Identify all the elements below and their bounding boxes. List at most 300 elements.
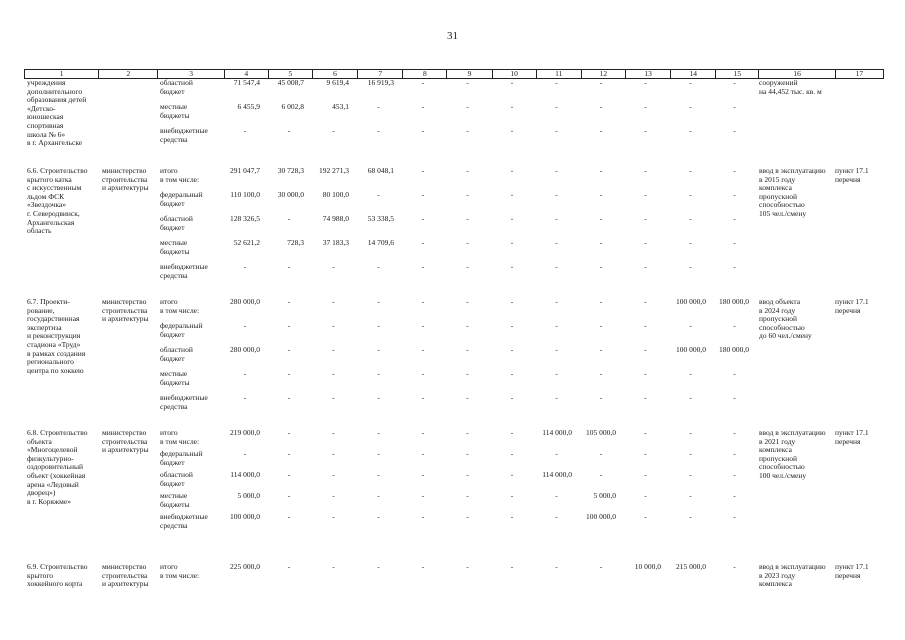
value-cell: - (510, 428, 514, 437)
item-name-line: льдом ФСК (27, 191, 65, 201)
reference-line: пункт 17.1 (835, 297, 869, 306)
column-number-10: 10 (492, 70, 536, 79)
value-cell: - (599, 393, 603, 402)
value-cell: 53 338,5 (367, 214, 394, 223)
value-cell: - (555, 321, 558, 330)
column-number-1: 1 (25, 70, 99, 79)
column-number-7: 7 (358, 70, 403, 79)
column-number-4: 4 (224, 70, 268, 79)
item-name-line: область (27, 226, 52, 236)
item-name-line: дворец») (27, 488, 56, 498)
value-cell: 215 000,0 (676, 562, 706, 571)
value-cell: - (377, 393, 380, 402)
value-cell: 14 709,6 (367, 238, 394, 247)
result-note-line: в 2021 году (759, 436, 796, 446)
value-cell: - (510, 238, 514, 247)
column-number-16: 16 (759, 70, 835, 79)
value-cell: - (644, 369, 647, 378)
column-number-9: 9 (447, 70, 492, 79)
value-cell: - (421, 238, 425, 247)
value-cell: - (332, 470, 335, 479)
result-note-line: комплекса (759, 183, 792, 193)
value-cell: - (555, 262, 558, 271)
executor-line: министерство (102, 562, 147, 571)
value-cell: - (689, 369, 692, 378)
column-number-11: 11 (536, 70, 581, 79)
value-cell: 114 000,0 (230, 470, 260, 479)
executor-line: и архитектуры (102, 314, 149, 324)
funding-source-line: федеральный (160, 321, 203, 330)
value-cell: - (466, 321, 469, 330)
value-cell: - (510, 562, 514, 571)
value-cell: - (421, 102, 425, 111)
funding-source-line: бюджеты (160, 246, 190, 256)
item-name-line: физкультурно- (27, 453, 74, 463)
value-cell: - (689, 238, 692, 247)
value-cell: - (733, 512, 736, 521)
funding-source-line: средства (160, 520, 188, 530)
value-cell: 192 271,3 (319, 166, 349, 175)
reference-line: перечня (835, 174, 861, 184)
column-number-5: 5 (268, 70, 312, 79)
value-cell: - (421, 190, 425, 199)
value-cell: - (243, 126, 247, 135)
value-cell: 5 000,0 (237, 491, 260, 500)
funding-source-line: бюджет (160, 198, 185, 208)
value-cell: - (287, 512, 291, 521)
value-cell: 225 000,0 (230, 562, 260, 571)
funding-source-line: итого (160, 166, 178, 175)
value-cell: - (599, 102, 603, 111)
value-cell: - (733, 166, 736, 175)
value-cell: - (332, 562, 335, 571)
value-cell: - (599, 449, 603, 458)
value-cell: - (332, 321, 335, 330)
value-cell: - (689, 491, 692, 500)
column-number-17: 17 (835, 70, 883, 79)
funding-source-line: бюджет (160, 457, 185, 467)
value-cell: - (644, 102, 647, 111)
value-cell: - (689, 78, 692, 87)
value-cell: 453,1 (332, 102, 349, 111)
value-cell: - (466, 78, 469, 87)
reference-line: перечня (835, 305, 861, 315)
value-cell: - (733, 369, 736, 378)
value-cell: - (421, 470, 425, 479)
value-cell: - (599, 321, 603, 330)
funding-source-line: в том числе: (160, 436, 200, 446)
value-cell: - (644, 214, 647, 223)
value-cell: - (733, 321, 736, 330)
value-cell: - (466, 126, 469, 135)
funding-source-line: внебюджетные (160, 262, 208, 271)
value-cell: - (421, 321, 425, 330)
value-cell: - (332, 297, 335, 306)
value-cell: - (332, 262, 335, 271)
item-name-line: регионального (27, 357, 74, 367)
funding-source-line: бюджет (160, 478, 185, 488)
value-cell: - (510, 297, 514, 306)
item-name-line: и реконструкция (27, 331, 81, 341)
result-note-line: ввод в эксплуатацию (759, 562, 826, 571)
value-cell: - (377, 126, 380, 135)
value-cell: - (332, 449, 335, 458)
value-cell: - (510, 262, 514, 271)
value-cell: - (243, 369, 247, 378)
value-cell: - (510, 102, 514, 111)
executor-line: и архитектуры (102, 579, 149, 589)
value-cell: 110 100,0 (230, 190, 260, 199)
executor-line: министерство (102, 166, 147, 175)
value-cell: - (332, 369, 335, 378)
funding-source-line: бюджеты (160, 110, 190, 120)
value-cell: - (421, 126, 425, 135)
reference-line: пункт 17.1 (835, 166, 869, 175)
value-cell: 100 000,0 (676, 297, 706, 306)
funding-source-line: внебюджетные (160, 126, 208, 135)
value-cell: - (466, 297, 469, 306)
item-name-line: Архангельская (27, 217, 75, 227)
value-cell: - (332, 512, 335, 521)
value-cell: - (421, 393, 425, 402)
executor-line: и архитектуры (102, 445, 149, 455)
value-cell: - (287, 428, 291, 437)
value-cell: - (599, 262, 603, 271)
value-cell: 16 919,3 (367, 78, 394, 87)
value-cell: - (377, 428, 380, 437)
result-note-line: комплекса (759, 445, 792, 455)
value-cell: - (510, 321, 514, 330)
item-name-line: оздоровительный (27, 462, 84, 472)
funding-source-line: местные (160, 369, 188, 378)
result-note-line: способностью (759, 200, 805, 210)
value-cell: - (377, 190, 380, 199)
column-number-3: 3 (158, 70, 224, 79)
funding-source-line: местные (160, 491, 188, 500)
value-cell: 128 326,5 (230, 214, 260, 223)
value-cell: - (466, 102, 469, 111)
item-name-line: учреждения (27, 78, 66, 87)
value-cell: 180 000,0 (719, 345, 749, 354)
value-cell: - (243, 449, 247, 458)
result-note-line: 105 чел./смену (759, 209, 807, 218)
item-name-line: в рамках создания (27, 348, 86, 358)
reference-line: пункт 17.1 (835, 428, 869, 437)
reference-line: пункт 17.1 (835, 562, 869, 571)
value-cell: - (287, 345, 291, 354)
item-name-line: «Многоцелевой (27, 445, 78, 455)
value-cell: - (510, 166, 514, 175)
value-cell: - (599, 214, 603, 223)
value-cell: - (644, 166, 647, 175)
value-cell: - (555, 297, 558, 306)
column-number-14: 14 (671, 70, 716, 79)
value-cell: - (555, 345, 558, 354)
value-cell: - (644, 238, 647, 247)
value-cell: - (466, 190, 469, 199)
value-cell: - (510, 190, 514, 199)
value-cell: - (599, 126, 603, 135)
value-cell: - (555, 214, 558, 223)
value-cell: - (555, 393, 558, 402)
value-cell: - (510, 393, 514, 402)
funding-source-line: федеральный (160, 449, 203, 458)
value-cell: 68 048,1 (367, 166, 394, 175)
result-note-line: в 2023 году (759, 570, 796, 580)
value-cell: - (421, 562, 425, 571)
value-cell: - (733, 562, 736, 571)
value-cell: - (466, 491, 469, 500)
result-note-line: способностью (759, 462, 805, 472)
value-cell: - (287, 491, 291, 500)
value-cell: - (287, 321, 291, 330)
value-cell: - (599, 562, 603, 571)
funding-source-line: в том числе: (160, 570, 200, 580)
funding-source-line: бюджеты (160, 499, 190, 509)
value-cell: - (377, 562, 380, 571)
value-cell: - (377, 369, 380, 378)
value-cell: - (733, 449, 736, 458)
item-name-line: юношеская (27, 112, 64, 122)
item-name-line: в г. Архангельске (27, 138, 83, 148)
value-cell: - (377, 345, 380, 354)
executor-line: министерство (102, 297, 147, 306)
funding-source-line: бюджет (160, 222, 185, 232)
column-number-8: 8 (403, 70, 447, 79)
value-cell: - (510, 214, 514, 223)
result-note-line: способностью (759, 322, 805, 332)
value-cell: - (555, 126, 558, 135)
column-number-2: 2 (99, 70, 158, 79)
value-cell: - (377, 321, 380, 330)
column-header-table (24, 69, 884, 79)
value-cell: - (644, 428, 647, 437)
item-name-line: объекта (27, 436, 52, 446)
value-cell: - (510, 512, 514, 521)
value-cell: - (644, 449, 647, 458)
value-cell: 71 547,4 (233, 78, 260, 87)
funding-source-line: в том числе: (160, 174, 200, 184)
value-cell: - (644, 190, 647, 199)
funding-source-line: в том числе: (160, 305, 200, 315)
value-cell: - (689, 102, 692, 111)
value-cell: - (689, 449, 692, 458)
value-cell: - (555, 166, 558, 175)
value-cell: - (644, 126, 647, 135)
result-note-line: ввод в эксплуатацию (759, 428, 826, 437)
value-cell: - (510, 126, 514, 135)
value-cell: 114 000,0 (542, 428, 572, 437)
value-cell: - (644, 470, 647, 479)
item-name-line: 6.8. Строительство (27, 428, 88, 437)
result-note-line: комплекса (759, 579, 792, 589)
value-cell: - (599, 345, 603, 354)
item-name-line: центра по хоккею (27, 365, 84, 375)
value-cell: - (466, 449, 469, 458)
value-cell: 291 047,7 (230, 166, 260, 175)
value-cell: 10 000,0 (634, 562, 661, 571)
value-cell: - (733, 238, 736, 247)
funding-source-line: областной (160, 470, 193, 479)
value-cell: 9 619,4 (326, 78, 349, 87)
value-cell: 219 000,0 (230, 428, 260, 437)
value-cell: - (733, 214, 736, 223)
value-cell: - (644, 321, 647, 330)
value-cell: - (733, 190, 736, 199)
funding-source-line: бюджет (160, 329, 185, 339)
value-cell: - (287, 449, 291, 458)
value-cell: - (332, 345, 335, 354)
value-cell: - (599, 78, 603, 87)
item-name-line: с искусственным (27, 183, 82, 193)
result-note-line: ввод объекта (759, 297, 801, 306)
funding-source-line: средства (160, 134, 188, 144)
value-cell: - (466, 393, 469, 402)
value-cell: - (555, 512, 558, 521)
value-cell: - (733, 491, 736, 500)
column-number-15: 15 (716, 70, 759, 79)
value-cell: - (377, 512, 380, 521)
funding-source-line: бюджеты (160, 377, 190, 387)
value-cell: - (466, 512, 469, 521)
item-name-line: рование, (27, 305, 55, 315)
item-name-line: 6.6. Строительство (27, 166, 88, 175)
value-cell: - (644, 78, 647, 87)
value-cell: - (644, 262, 647, 271)
result-note-line: пропускной (759, 314, 798, 324)
result-note-line: на 44,452 тыс. кв. м (759, 86, 822, 96)
value-cell: - (243, 321, 247, 330)
value-cell: - (599, 470, 603, 479)
value-cell: - (555, 369, 558, 378)
value-cell: - (421, 491, 425, 500)
value-cell: - (555, 449, 558, 458)
value-cell: - (555, 238, 558, 247)
value-cell: - (689, 166, 692, 175)
item-name-line: стадиона «Труд» (27, 340, 81, 349)
value-cell: 6 002,8 (281, 102, 304, 111)
value-cell: 280 000,0 (230, 297, 260, 306)
value-cell: - (377, 449, 380, 458)
value-cell: 180 000,0 (719, 297, 749, 306)
value-cell: - (689, 262, 692, 271)
value-cell: 280 000,0 (230, 345, 260, 354)
value-cell: - (644, 393, 647, 402)
funding-source-line: итого (160, 428, 178, 437)
value-cell: - (287, 470, 291, 479)
value-cell: - (377, 262, 380, 271)
item-name-line: образования детей (27, 95, 87, 105)
value-cell: - (287, 297, 291, 306)
funding-source-line: областной (160, 78, 193, 87)
value-cell: - (644, 345, 647, 354)
value-cell: - (332, 126, 335, 135)
executor-line: строительства (102, 305, 148, 315)
value-cell: - (287, 393, 291, 402)
value-cell: - (555, 102, 558, 111)
value-cell: - (599, 238, 603, 247)
reference-line: перечня (835, 436, 861, 446)
value-cell: - (599, 190, 603, 199)
value-cell: - (421, 78, 425, 87)
value-cell: 5 000,0 (593, 491, 616, 500)
value-cell: - (377, 491, 380, 500)
column-number-12: 12 (581, 70, 625, 79)
value-cell: - (421, 262, 425, 271)
value-cell: - (421, 449, 425, 458)
item-name-line: крытого (27, 570, 54, 580)
value-cell: - (421, 166, 425, 175)
value-cell: - (287, 562, 291, 571)
value-cell: - (510, 78, 514, 87)
value-cell: - (421, 297, 425, 306)
value-cell: - (243, 262, 247, 271)
value-cell: - (689, 512, 692, 521)
value-cell: - (466, 214, 469, 223)
value-cell: - (733, 262, 736, 271)
value-cell: 100 000,0 (230, 512, 260, 521)
funding-source-line: областной (160, 214, 193, 223)
value-cell: - (689, 393, 692, 402)
funding-source-line: внебюджетные (160, 393, 208, 402)
value-cell: 100 000,0 (676, 345, 706, 354)
item-name-line: объект (хоккейная (27, 471, 86, 480)
item-name-line: экспертиза (27, 322, 62, 332)
value-cell: 728,3 (287, 238, 304, 247)
value-cell: - (733, 126, 736, 135)
result-note-line: пропускной (759, 191, 798, 201)
item-name-line: «Звездочка» (27, 200, 67, 210)
value-cell: - (555, 491, 558, 500)
value-cell: 52 621,2 (233, 238, 260, 247)
item-name-line: в г. Коряжме» (27, 496, 71, 506)
value-cell: - (510, 449, 514, 458)
item-name-line: арена «Ледовый (27, 479, 79, 489)
item-name-line: «Детско- (27, 103, 56, 113)
value-cell: - (287, 126, 291, 135)
value-cell: 45 008,7 (277, 78, 304, 87)
item-name-line: дополнительного (27, 86, 83, 96)
value-cell: - (644, 512, 647, 521)
value-cell: - (332, 428, 335, 437)
column-number-6: 6 (312, 70, 357, 79)
executor-line: и архитектуры (102, 183, 149, 193)
value-cell: 100 000,0 (586, 512, 616, 521)
value-cell: - (733, 78, 736, 87)
value-cell: - (466, 262, 469, 271)
funding-source-line: местные (160, 238, 188, 247)
result-note-line: ввод в эксплуатацию (759, 166, 826, 175)
value-cell: - (733, 428, 736, 437)
value-cell: - (421, 512, 425, 521)
executor-line: строительства (102, 570, 148, 580)
value-cell: - (510, 470, 514, 479)
header-row (25, 70, 884, 79)
item-name-line: г. Северодвинск, (27, 209, 80, 218)
value-cell: 105 000,0 (586, 428, 616, 437)
item-name-line: школа № 6» (27, 129, 66, 139)
value-cell: - (733, 393, 736, 402)
value-cell: - (377, 470, 380, 479)
item-name-line: спортивная (27, 121, 64, 130)
funding-source-line: средства (160, 401, 188, 411)
value-cell: - (421, 369, 425, 378)
value-cell: - (599, 166, 603, 175)
funding-source-line: средства (160, 270, 188, 280)
funding-source-line: бюджет (160, 86, 185, 96)
result-note-line: в 2024 году (759, 305, 796, 315)
page-number: 31 (447, 30, 458, 42)
